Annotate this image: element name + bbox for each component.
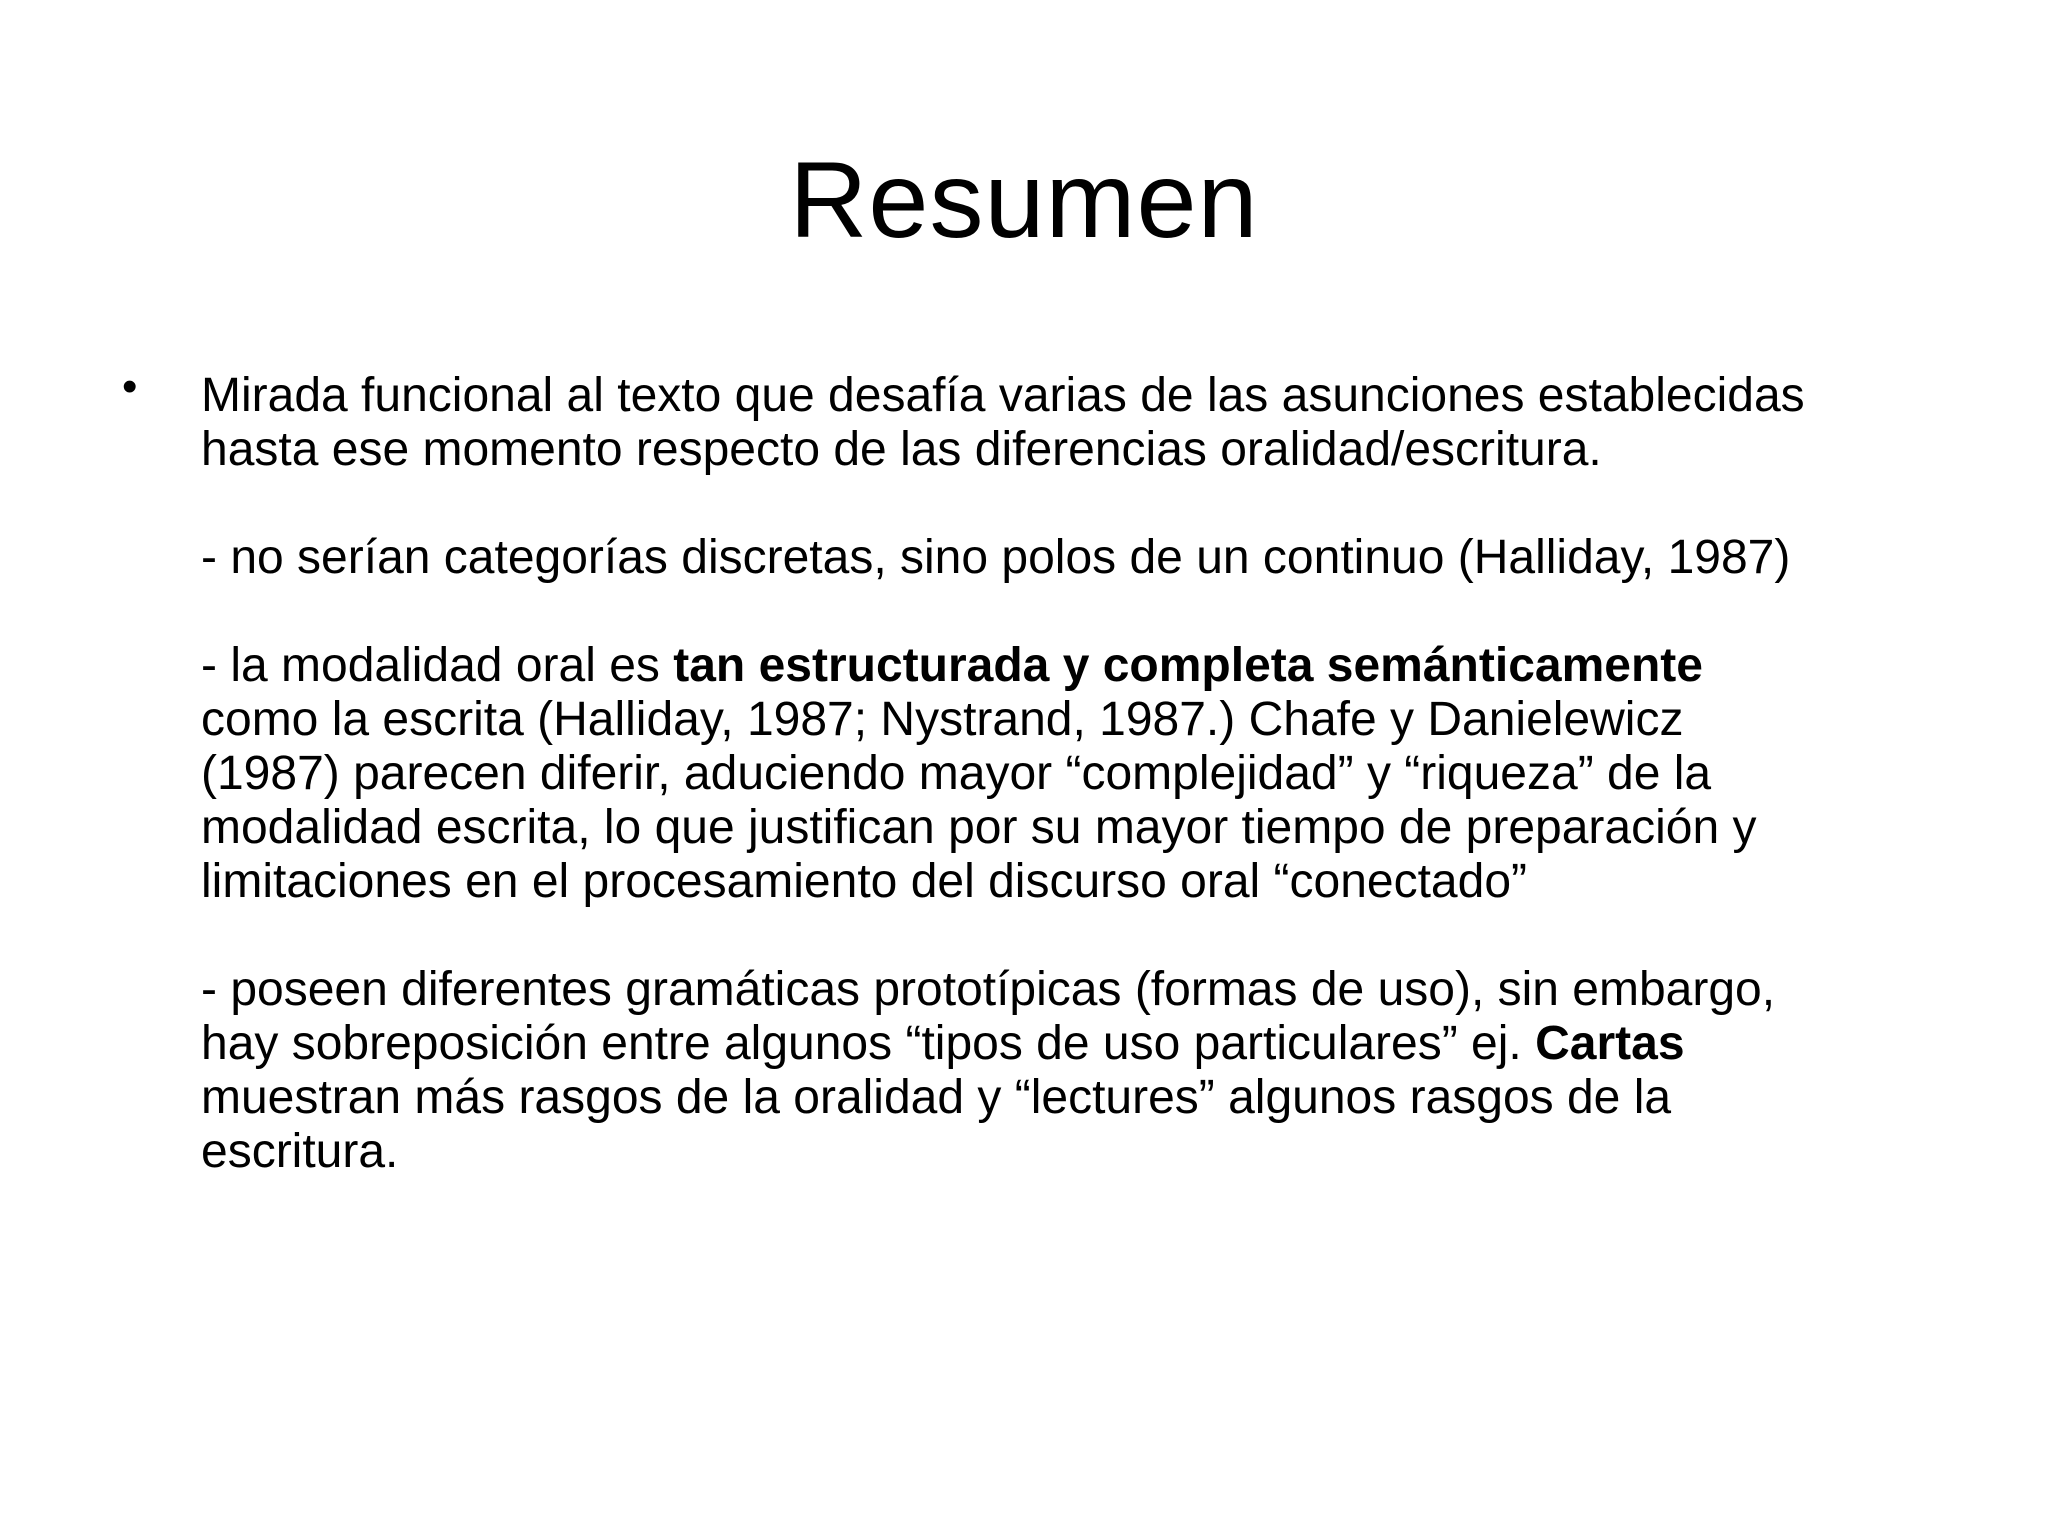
paragraph-line [201,1017,1961,1071]
paragraph-line: Mirada funcional al texto que desafía varias de las asunciones establecidas [201,369,1805,422]
paragraph-line: hasta ese momento respecto de las diferencias oralidad/escritura. [201,423,1602,476]
slide-title: Resumen [789,139,1259,260]
paragraph-line: limitaciones en el procesamiento del discurso oral “conectado” [201,855,1527,908]
bold-emphasis: Cartas [1535,1017,1685,1070]
paragraph-summary [201,369,1961,477]
paragraph-line: (1987) parecen diferir, aduciendo mayor “complejidad” y “riqueza” de la [201,747,1712,800]
paragraph-continuum [201,531,1961,585]
text-segment: - la modalidad oral es [201,639,674,692]
bold-emphasis: tan estructurada y completa semánticamente [673,639,1703,692]
paragraph-line: - poseen diferentes gramáticas prototípicas (formas de uso), sin embargo, [201,963,1776,1016]
text-segment: hay sobreposición entre algunos “tipos de uso particulares” ej. [201,1017,1536,1070]
slide-body [201,369,1961,1179]
paragraph-line: escritura. [201,1125,399,1178]
paragraph-line: como la escrita (Halliday, 1987; Nystrand, 1987.) Chafe y Danielewicz [201,693,1684,746]
bullet-marker: • [122,362,138,411]
paragraph-line: muestran más rasgos de la oralidad y “lectures” algunos rasgos de la [201,1071,1672,1124]
paragraph-structure [201,639,1961,909]
paragraph-line: - no serían categorías discretas, sino polos de un continuo (Halliday, 1987) [201,531,1791,584]
paragraph-line [201,639,1961,693]
paragraph-grammars [201,963,1961,1179]
paragraph-line: modalidad escrita, lo que justifican por su mayor tiempo de preparación y [201,801,1757,854]
